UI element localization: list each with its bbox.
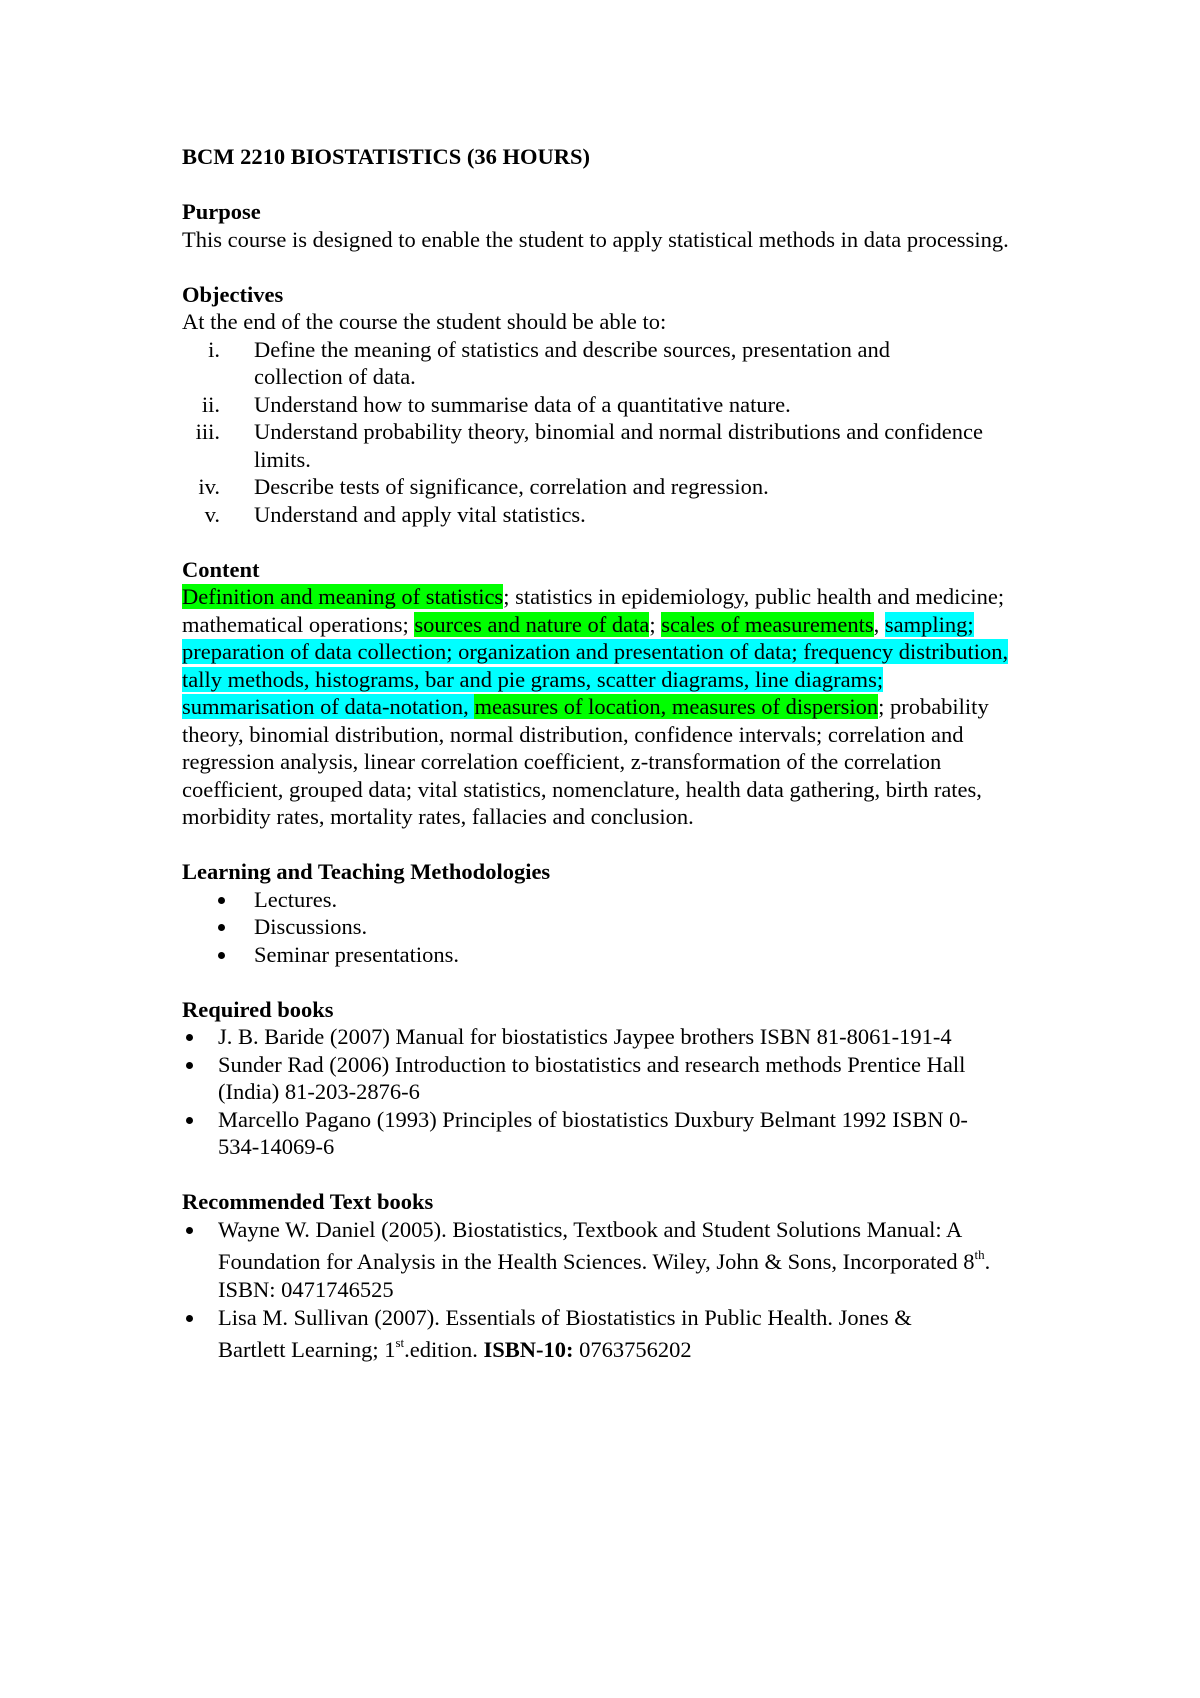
list-item-text-continued <box>182 1243 1082 1276</box>
list-item-text-continued: 534-14069-6 <box>218 1134 335 1159</box>
text-segment: regression analysis, linear correlation coefficient, z-transformation of the correlation <box>182 749 942 774</box>
objective-text: Understand probability theory, binomial and normal distributions and confidence <box>254 419 983 444</box>
bullet-icon <box>218 924 225 931</box>
purpose-text: This course is designed to enable the student to apply statistical methods in data processing. <box>182 226 1009 252</box>
objective-text: Understand how to summarise data of a quantitative nature. <box>254 391 791 417</box>
content-line <box>182 611 1082 639</box>
recommended-books-heading: Recommended Text books <box>182 1189 434 1214</box>
purpose-heading: Purpose <box>182 199 261 224</box>
list-item <box>182 1023 1082 1051</box>
objective-number: i. <box>208 336 220 362</box>
text-segment: ; <box>649 611 662 637</box>
list-item-text: Marcello Pagano (1993) Principles of biostatistics Duxbury Belmant 1992 ISBN 0- <box>218 1106 968 1132</box>
objective-text: Define the meaning of statistics and describe sources, presentation and <box>254 336 891 362</box>
objectives-heading: Objectives <box>182 281 284 307</box>
objective-number: ii. <box>201 391 220 417</box>
list-item <box>182 1051 1082 1079</box>
list-item-text: Wayne W. Daniel (2005). Biostatistics, Textbook and Student Solutions Manual: A <box>218 1216 963 1242</box>
objectives-intro: At the end of the course the student should be able to: <box>182 309 667 334</box>
highlighted-text: sources and nature of data <box>414 611 650 637</box>
list-item <box>182 913 1082 941</box>
document-page <box>182 143 1082 1364</box>
objective-item <box>182 391 1082 419</box>
highlighted-text: preparation of data collection; organization and presentation of data; frequency distribution, <box>182 639 1009 664</box>
highlighted-text: measures of location, measures of dispersion <box>474 694 879 719</box>
text-segment: morbidity rates, mortality rates, fallacies and conclusion. <box>182 804 694 829</box>
highlighted-text: scales of measurements <box>661 611 874 637</box>
list-item-text-continued: ISBN: 0471746525 <box>218 1277 394 1302</box>
text-segment: Foundation for Analysis in the Health Sciences. Wiley, John & Sons, Incorporated 8 <box>218 1249 975 1274</box>
objective-text-continued: collection of data. <box>254 364 416 389</box>
bullet-icon <box>218 897 225 904</box>
list-item <box>182 1106 1082 1134</box>
text-segment: coefficient, grouped data; vital statistics, nomenclature, health data gathering, birth rates, <box>182 776 982 802</box>
text-segment: Bartlett Learning; 1 <box>218 1337 396 1362</box>
methodologies-list <box>182 886 1082 969</box>
objective-text: Understand and apply vital statistics. <box>254 501 586 527</box>
bullet-icon <box>186 1117 193 1124</box>
objective-item <box>182 418 1082 446</box>
list-item <box>182 941 1082 969</box>
list-item-text-continued <box>182 1331 1082 1364</box>
list-item <box>182 886 1082 914</box>
text-segment: theory, binomial distribution, normal distribution, confidence intervals; correlation and <box>182 721 964 747</box>
bullet-icon <box>186 1315 193 1322</box>
methodologies-heading: Learning and Teaching Methodologies <box>182 859 551 884</box>
list-item-text: Sunder Rad (2006) Introduction to biostatistics and research methods Prentice Hall <box>218 1051 966 1077</box>
objective-item <box>182 473 1082 501</box>
content-line <box>182 583 1082 611</box>
list-item-text: J. B. Baride (2007) Manual for biostatistics Jaypee brothers ISBN 81-8061-191-4 <box>218 1024 952 1049</box>
highlighted-text: sampling; <box>884 611 974 637</box>
content-line <box>182 693 1082 721</box>
list-item-text-continued: (India) 81-203-2876-6 <box>218 1079 420 1104</box>
content-line <box>182 776 1082 804</box>
content-line <box>182 803 1082 831</box>
recommended-books-list <box>182 1216 1082 1365</box>
list-item <box>182 1216 1082 1244</box>
objective-item <box>182 336 1082 364</box>
objective-number: iv. <box>198 474 220 499</box>
bullet-icon <box>186 1034 193 1041</box>
highlighted-text: summarisation of data-notation, <box>182 694 475 719</box>
highlighted-text: Definition and meaning of statistics <box>182 584 504 609</box>
objectives-list <box>182 336 1082 529</box>
required-books-heading: Required books <box>182 996 334 1022</box>
bullet-icon <box>186 1062 193 1069</box>
required-books-list <box>182 1023 1082 1161</box>
text-segment: ; statistics in epidemiology, public health and medicine; <box>503 584 1005 609</box>
objective-text-continued: limits. <box>254 446 311 472</box>
objective-number: v. <box>204 501 220 527</box>
content-line <box>182 748 1082 776</box>
text-segment: 0763756202 <box>573 1337 692 1362</box>
list-item-text: Lisa M. Sullivan (2007). Essentials of Biostatistics in Public Health. Jones & <box>218 1304 912 1330</box>
isbn-label: ISBN-10: <box>483 1337 574 1362</box>
text-segment: mathematical operations; <box>182 611 415 637</box>
bullet-icon <box>186 1227 193 1234</box>
content-paragraph <box>182 583 1082 831</box>
objective-number: iii. <box>195 419 220 444</box>
text-segment: . <box>984 1249 991 1274</box>
objective-item <box>182 501 1082 529</box>
highlighted-text: tally methods, histograms, bar and pie grams, scatter diagrams, line diagrams; <box>182 666 884 692</box>
bullet-icon <box>218 952 225 959</box>
objective-text: Describe tests of significance, correlation and regression. <box>254 474 769 499</box>
content-line <box>182 721 1082 749</box>
text-segment: ; probability <box>878 694 989 719</box>
list-item <box>182 1304 1082 1332</box>
content-line <box>182 638 1082 666</box>
superscript: th <box>974 1247 985 1262</box>
course-title: BCM 2210 BIOSTATISTICS (36 HOURS) <box>182 144 590 169</box>
list-item-text: Lectures. <box>254 886 338 912</box>
superscript: st <box>395 1335 405 1350</box>
list-item-text: Seminar presentations. <box>254 941 459 967</box>
text-segment: , <box>873 611 885 637</box>
content-line <box>182 666 1082 694</box>
content-heading: Content <box>182 556 260 582</box>
text-segment: .edition. <box>404 1337 484 1362</box>
list-item-text: Discussions. <box>254 914 368 939</box>
